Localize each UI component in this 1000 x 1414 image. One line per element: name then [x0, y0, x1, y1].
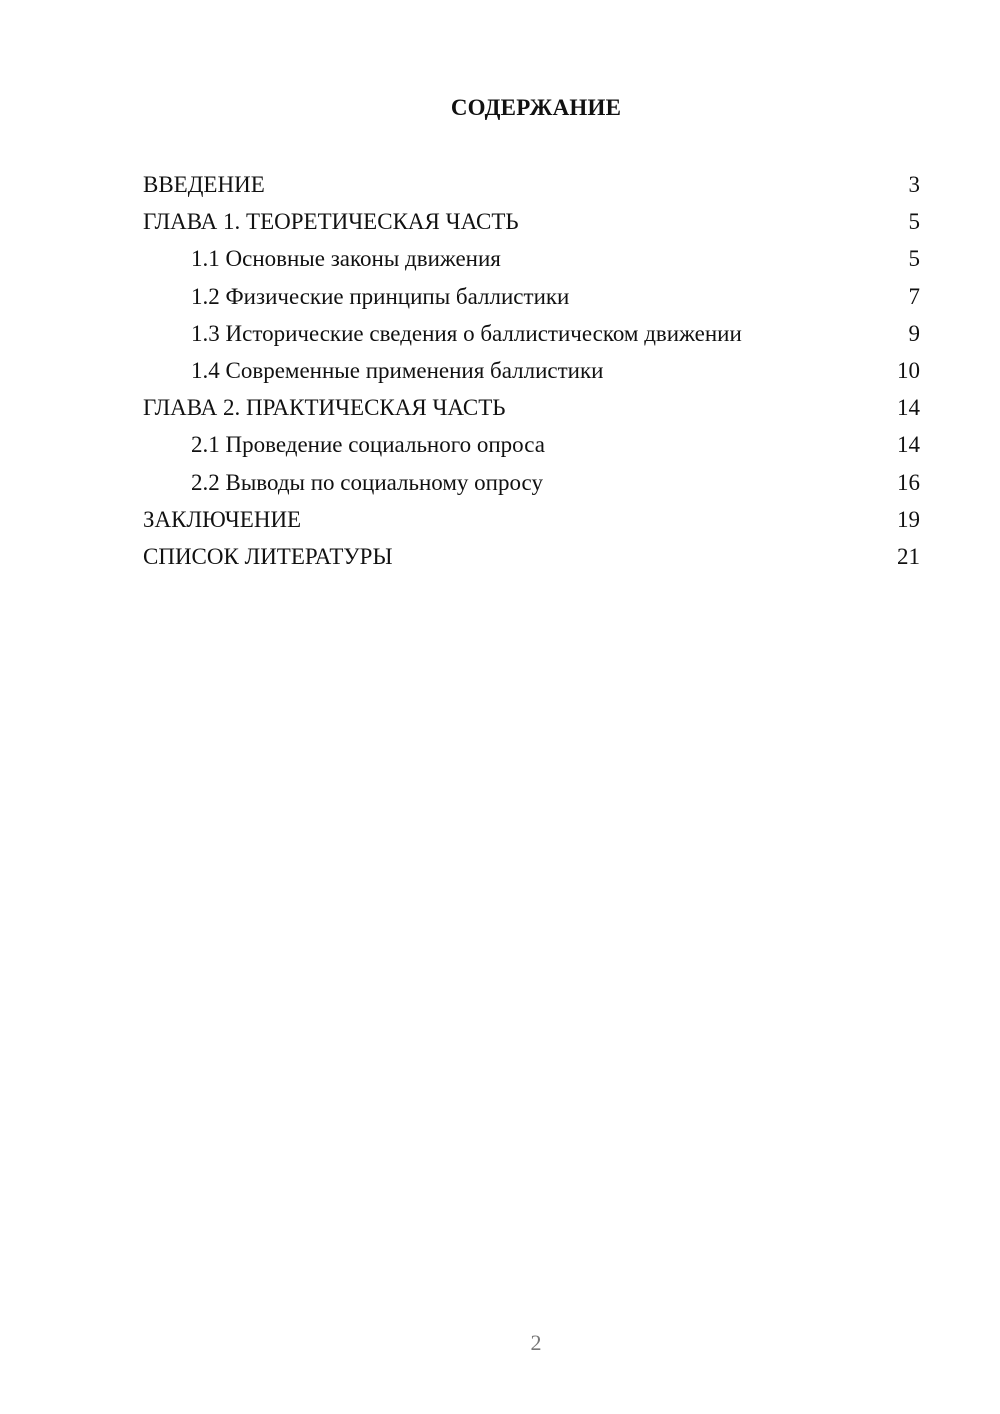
toc-entry-label: 2.1 Проведение социального опроса: [191, 432, 545, 458]
toc-entry-label: ГЛАВА 2. ПРАКТИЧЕСКАЯ ЧАСТЬ: [143, 395, 506, 421]
toc-entry-page: 21: [897, 543, 920, 569]
toc-entry-chapter-1[interactable]: [143, 203, 920, 240]
toc-entry-page: 5: [908, 209, 920, 235]
toc-entry-label: 1.3 Исторические сведения о баллистическом движении: [191, 320, 742, 346]
toc-entry-section-1-1[interactable]: [143, 240, 920, 277]
page-title: СОДЕРЖАНИЕ: [450, 95, 622, 120]
toc-entry-page: 10: [897, 357, 920, 383]
toc-entry-introduction[interactable]: [143, 166, 920, 203]
toc-entry-section-2-1[interactable]: [143, 426, 920, 463]
toc-entry-section-2-2[interactable]: [143, 464, 920, 501]
toc-entry-section-1-2[interactable]: [143, 278, 920, 315]
toc-entry-label: 1.2 Физические принципы баллистики: [191, 283, 570, 309]
toc-entry-label: ГЛАВА 1. ТЕОРЕТИЧЕСКАЯ ЧАСТЬ: [143, 209, 519, 235]
toc-entry-conclusion[interactable]: [143, 501, 920, 538]
toc-entry-section-1-3[interactable]: [143, 315, 920, 352]
toc-entry-label: 1.4 Современные применения баллистики: [191, 357, 604, 383]
toc-entry-label: ЗАКЛЮЧЕНИЕ: [143, 506, 302, 532]
toc-entry-page: 5: [908, 246, 920, 272]
toc-entry-page: 7: [908, 283, 920, 309]
toc-entry-page: 14: [897, 432, 920, 458]
toc-entry-chapter-2[interactable]: [143, 389, 920, 426]
toc-entry-page: 14: [897, 395, 920, 421]
toc-entry-page: 19: [897, 506, 920, 532]
page-number: 2: [530, 1330, 542, 1355]
toc-entry-page: 3: [908, 172, 920, 197]
toc-entry-references[interactable]: [143, 538, 920, 575]
toc-entry-label: 1.1 Основные законы движения: [191, 246, 501, 272]
toc-entry-label: ВВЕДЕНИЕ: [143, 172, 265, 197]
toc-entry-page: 16: [897, 469, 920, 495]
toc-entry-section-1-4[interactable]: [143, 352, 920, 389]
toc-entry-label: СПИСОК ЛИТЕРАТУРЫ: [143, 543, 393, 569]
table-of-contents: [143, 166, 920, 575]
toc-entry-page: 9: [908, 320, 920, 346]
toc-entry-label: 2.2 Выводы по социальному опросу: [191, 469, 543, 495]
